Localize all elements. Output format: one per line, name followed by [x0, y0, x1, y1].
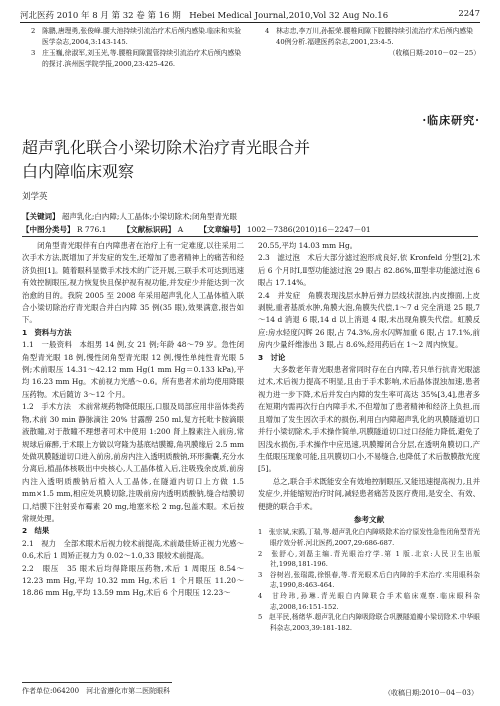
title-line-1: 超声乳化联合小梁切除术治疗青光眼合并: [22, 138, 311, 157]
section-tag: ·临床研究·: [422, 114, 480, 127]
abstract-rule: [22, 236, 478, 237]
reference-item: 2 张舒心,刘磊主编.青光眼治疗学.第 1 版.北京:人民卫生出版社,1998,181-196.: [258, 549, 480, 569]
keywords-label: 【关键词】: [22, 212, 60, 221]
references-heading: 参考文献: [353, 514, 385, 524]
page-number: 2247: [458, 9, 480, 19]
paragraph-general-data: 1.1 一般资料 本组男 14 例,女 21 例;年龄 48～79 岁。急性闭角型青光眼 18 例,慢性闭角型青光眼 12 例,慢性单纯性青光眼 5 例;术前眼压 14.31～42.12 mm Hg(1 mm Hg＝0.133 kPa),平均 16.23 mm Hg。术前视力光感～0.6。所有患者术前均使用降眼压药物。术后随访 3～12 个月。: [22, 340, 244, 399]
section-heading: 3 讨论: [258, 352, 286, 362]
title-line-2: 白内障临床观察: [22, 162, 135, 181]
footnote-rule: [22, 682, 172, 683]
received-date-top: （收稿日期:2010－02－25）: [388, 49, 480, 57]
right-column: [258, 240, 480, 633]
clc-label: 【中图分类号】: [22, 225, 75, 234]
article-title: [22, 138, 310, 182]
header-rule: [20, 22, 480, 23]
top-ref-item: 3 庄玉巍,徐淑军,刘玉光,等.腰椎间隙置管持续引流治疗术后颅内感染的探讨.滨州医学院学报,2000,23:425-426.: [31, 49, 242, 68]
paragraph-complications: 2.4 并发症 角膜表现浅层水肿后弹力层线状混浊,内皮擦面,上皮剥脱,重者基质水肿,角膜大泡,角膜失代偿,1～7 d 完全消退 25 眼,7～14 d 消退 6 眼,14 d 以上消退 4 眼,未出现角膜失代偿。虹膜反应:房水轻度闪辉 26 眼,占 74.3%,房水闪辉加重 6 眼,占 17.1%,前房内少量纤维渗出 3 眼,占 8.6%,经用药后在 1～2 周内恢复。: [258, 290, 480, 350]
received-date: （收稿日期:2010－04－03）: [384, 689, 478, 697]
top-refs-left: [31, 26, 246, 70]
reference-item: 4 甘玲玮,孙琳.青光眼白内障联合手术临床观察.临床眼科杂志,2008,16:151-152.: [258, 591, 480, 611]
paragraph-discussion: 大多数老年青光眼患者常同时存在白内障,若只单行抗青光眼滤过术,术后视力提高不明显,且由于手术影响,术后晶体混浊加速,患者视力进一步下降,术后并发白内障的发生率可高达 35%[3,4],患者多在短期内需再次行白内障手术,不但增加了患者精神和经济上负担,而且增加了发生因次手术的损伤,利用白内障超声乳化的巩膜隧道切口并行小梁切除术,手术操作简单,巩膜隧道切口过口径能力降低,避免了因浅水损伤,手术操作中应迅速,巩膜瓣闭合分层,在透明角膜切口,产生低眼压现象可能,且巩膜切口小,不易缝合,也降低了术后散膜散光度[5]。: [258, 365, 480, 474]
author-affiliation: 作者单位:064200 河北省遵化市第二医院眼科: [22, 687, 171, 695]
keywords-text: 超声乳化;白内障;人工晶体;小梁切除术;闭角型青光眼: [61, 212, 237, 221]
paragraph-visual-acuity: 2.1 视力 全部术眼术后视力较术前提高,术前最佳矫正视力光感～0.6,术后 1 周矫正视力为 0.02～1.0,33 眼较术前提高。: [22, 538, 244, 561]
reference-item: 3 谷树岩,张瑞霞,徐银春,等.青光眼术后白内障的手术治疗.实用眼科杂志,1990,8:463-464.: [258, 570, 480, 590]
paragraph-surgical-method: 1.2 手术方法 术前常规药物降低眼压,口服及局部应用非甾体类药物,术前 30 min 静脉滴注 20% 甘露醇 250 ml,复方托吡卡胺滴眼液散瞳,对于散瞳不理想者可术中使用 1:200 肾上腺素注入前房,常规球后麻醉,于术眼上方做以穹隆为基底结膜瓣,角巩膜缘后 2.5 mm 处做巩膜隧道切口进入前房,前房内注入透明质酸钠,环形撕囊,充分水分离后,植晶体核吸出中央核心,人工晶体植入后,注吸残余皮质,前房内注入透明质酸钠后植入人工晶体,在隧道内切口上方做 1.5 mm×1.5 mm,相应处巩膜切除,注吸前房内透明质酸钠,缝合结膜切口,结膜下注射妥布霉素 20 mg,地塞米松 2 mg,包盖术眼。术后按常规处理。: [22, 402, 244, 523]
doc-code-label: 【文献标识码】: [122, 225, 176, 234]
section-heading: 1 资料与方法: [22, 327, 72, 337]
classification-row: [22, 224, 371, 235]
article-no-label: 【文章编号】: [199, 225, 245, 234]
paragraph-iop: 2.2 眼压 35 眼术后均得降眼压药物,术后 1 周眼压 8.54～12.23 mm Hg,平均 10.32 mm Hg,术后 1 个月眼压 11.20～18.86 mm Hg,平均 13.59 mm Hg,术后 6 个月眼压 12.23～: [22, 563, 244, 598]
journal-header: [20, 9, 480, 21]
journal-header-text: 河北医药 2010 年 8 月 第 32 卷 第 16 期 Hebei Medical Journal,2010,Vol 32 Aug No.16: [20, 11, 389, 21]
doc-code-value: A: [177, 225, 184, 234]
intro-paragraph: 闭角型青光眼伴有白内障患者在治疗上有一定难度,以往采用二次手术方法,既增加了并发症的发生,还增加了患者精神上的痛苦和经济负担[1]。随着眼科显微手术技术的广泛开展,三联手术可达到迅速有效控制眼压,视力恢复快且保护视有视功能,并发症少并能达到一次治愈的目的。我院 2005 至 2008 年采用超声乳化人工晶体植入联合小梁切除治疗青光眼合并白内障 35 例(35 眼),效果满意,报告如下。: [22, 241, 244, 325]
keywords-row: [22, 211, 237, 222]
reference-item: 1 张宗斌,宋鸥,丁瑞,等.超声乳化白内障吸除术治疗原发性急性闭角型青光眼疗效分析.河北医药,2007,29:686-687.: [258, 528, 480, 547]
top-ref-item: 4 林志忠,李万川,孙振荣.腰椎间隙下腔腰持续引流治疗术后颅内感染40例分析.福建医药杂志,2001,23:4-5.: [265, 27, 473, 46]
section-heading: 2 结果: [22, 526, 50, 536]
author: 刘学英: [22, 192, 48, 202]
paragraph-continuation: 20.55,平均 14.03 mm Hg。: [258, 241, 358, 250]
left-column: [22, 240, 244, 600]
article-no-value: 1002－7386(2010)16－2247－01: [246, 225, 371, 234]
reference-item: 5 赵平民,杨绪华.超声乳化白内障吸除联合巩膜隧道瓣小梁切除术.中华眼科杂志,2003,39:181-182.: [258, 613, 480, 632]
top-ref-item: 2 陈鹏,唐理勇,张俊峰.腰大池持续引流治疗术后颅内感染.临床和实验医学杂志,2004,3:143-145.: [31, 27, 242, 46]
clc-value: R 776.1: [76, 225, 107, 234]
top-refs-right: [265, 26, 480, 59]
paragraph-conclusion: 总之,联合手术既能安全有效地控制眼压,又能迅速提高视力,且并发症少,并能缩短治疗时间,减轻患者痛苦及医疗费用,是安全、有效、便捷的联合手术。: [258, 476, 480, 511]
paragraph-bleb: 2.3 滤过泡 术后大部分滤过泡形成良好,依 Kronfeld 分型[2],术后 6 个月时Ⅰ,Ⅱ型功能滤过泡 29 眼占 82.86%,Ⅲ型非功能滤过泡 6 眼占 17.14%。: [258, 253, 480, 288]
